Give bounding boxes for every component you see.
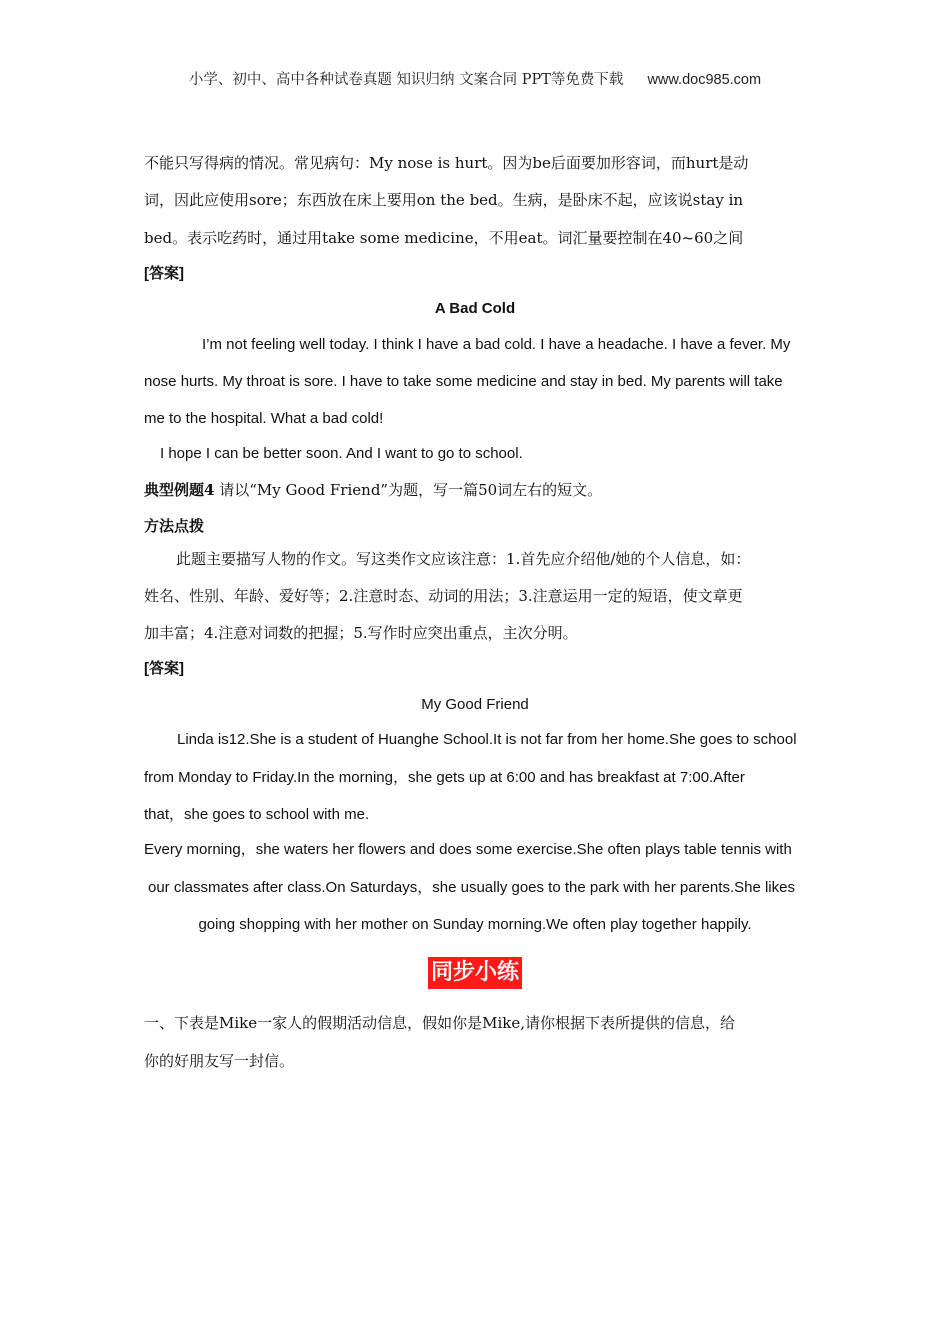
answer-label-2: [答案] <box>144 660 184 677</box>
analysis-line-1: 不能只写得病的情况。常见病句：My nose is hurt。因为be后面要加形容词，而hurt是动 <box>144 154 749 172</box>
section-header <box>0 957 950 989</box>
page-header <box>0 68 950 89</box>
essay2-line-4: Every morning，she waters her flowers and does some exercise.She often plays table tennis with <box>144 841 792 858</box>
essay2-line-1: Linda is12.She is a student of Huanghe School.It is not far from her home.She goes to school <box>177 731 797 748</box>
analysis-line-2: 词，因此应使用sore；东西放在床上要用on the bed。生病，是卧床不起，应该说stay in <box>144 191 744 209</box>
essay1-line-3: me to the hospital. What a bad cold! <box>144 410 384 427</box>
method-line-2: 姓名、性别、年龄、爱好等；2.注意时态、动词的用法；3.注意运用一定的短语，使文章更 <box>144 587 743 605</box>
essay1-line-2: nose hurts. My throat is sore. I have to take some medicine and stay in bed. My parents will take <box>144 373 783 390</box>
method-line-3: 加丰富；4.注意对词数的把握；5.写作时应突出重点，主次分明。 <box>144 624 578 642</box>
answer-label-1: [答案] <box>144 265 184 282</box>
essay2-line-5: our classmates after class.On Saturdays，she usually goes to the park with her parents.She likes <box>148 879 795 896</box>
essay1-title: A Bad Cold <box>434 300 516 317</box>
essay1-line-4: I hope I can be better soon. And I want to go to school. <box>160 445 523 462</box>
essay2-title: My Good Friend <box>421 696 529 713</box>
header-text: 小学、初中、高中各种试卷真题 知识归纳 文案合同 PPT等免费下载 <box>188 72 624 88</box>
analysis-line-3: bed。表示吃药时，通过用take some medicine，不用eat。词汇量要控制在40~60之间 <box>144 229 744 247</box>
example4-text: 请以“My Good Friend”为题，写一篇50词左右的短文。 <box>219 481 603 499</box>
method-label: 方法点拨 <box>144 517 205 535</box>
essay2-line-2: from Monday to Friday.In the morning，she gets up at 6:00 and has breakfast at 7:00.After <box>144 769 745 786</box>
header-site-link[interactable]: www.doc985.com <box>647 72 762 88</box>
essay2-line-3: that，she goes to school with me. <box>144 806 370 823</box>
exercise-line-1: 一、下表是Mike一家人的假期活动信息，假如你是Mike,请你根据下表所提供的信息，给 <box>144 1014 736 1032</box>
essay2-line-6: going shopping with her mother on Sunday morning.We often play together happily. <box>198 916 752 933</box>
exercise-line-2: 你的好朋友写一封信。 <box>144 1052 295 1070</box>
essay1-line-1: I’m not feeling well today. I think I have a bad cold. I have a headache. I have a fever. My <box>202 336 791 353</box>
example4-line <box>144 480 814 500</box>
section-badge: 同步小练 <box>428 957 522 989</box>
method-line-1: 此题主要描写人物的作文。写这类作文应该注意：1.首先应介绍他/她的个人信息，如： <box>176 550 751 568</box>
example4-label: 典型例题4 <box>144 481 215 499</box>
